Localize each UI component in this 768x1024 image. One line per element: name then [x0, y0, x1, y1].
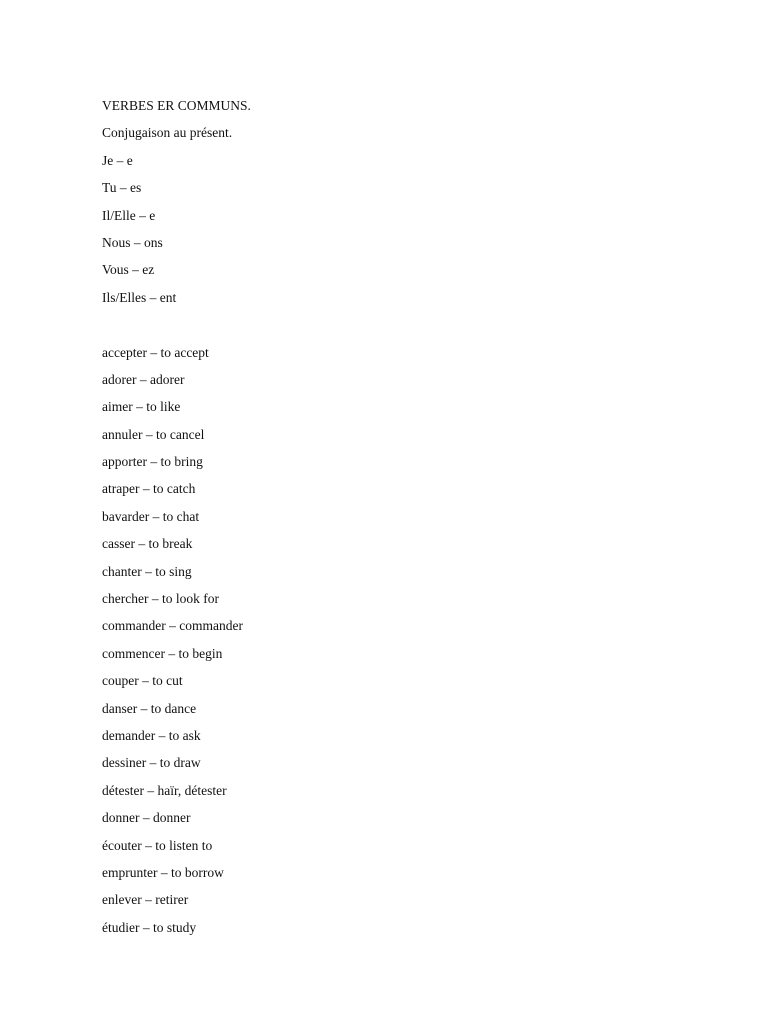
conjugation-ending: Il/Elle – e — [102, 207, 156, 223]
verb-entry: bavarder – to chat — [102, 508, 200, 524]
document-title: VERBES ER COMMUNS. — [102, 98, 251, 113]
verb-entry: annuler – to cancel — [102, 426, 205, 442]
verb-entry: couper – to cut — [102, 673, 183, 689]
verb-entry: dessiner – to draw — [102, 755, 201, 771]
verb-entry: étudier – to study — [102, 919, 197, 935]
verb-entry: commencer – to begin — [102, 645, 223, 661]
verb-entry: enlever – retirer — [102, 892, 189, 908]
verb-entry: détester – haïr, détester — [102, 782, 227, 798]
verb-entry: demander – to ask — [102, 727, 201, 743]
verb-entry: chercher – to look for — [102, 591, 219, 607]
conjugation-ending: Vous – ez — [102, 262, 155, 278]
document-subtitle: Conjugaison au présent. — [102, 125, 233, 141]
verb-entry: apporter – to bring — [102, 454, 203, 470]
conjugation-list — [102, 147, 702, 311]
blank-line — [102, 311, 702, 338]
document-body — [102, 92, 702, 941]
verb-entry: aimer – to like — [102, 399, 181, 415]
verb-entry: casser – to break — [102, 536, 193, 552]
verb-entry: chanter – to sing — [102, 563, 192, 579]
verb-entry: commander – commander — [102, 618, 243, 634]
conjugation-ending: Ils/Elles – ent — [102, 289, 177, 305]
verb-entry: donner – donner — [102, 810, 191, 826]
verb-entry: écouter – to listen to — [102, 837, 213, 853]
verb-entry: emprunter – to borrow — [102, 864, 224, 880]
conjugation-ending: Tu – es — [102, 180, 142, 196]
conjugation-ending: Je – e — [102, 152, 133, 168]
conjugation-ending: Nous – ons — [102, 234, 163, 250]
verb-entry: atraper – to catch — [102, 481, 196, 497]
verb-list — [102, 339, 702, 942]
verb-entry: danser – to dance — [102, 700, 197, 716]
verb-entry: accepter – to accept — [102, 344, 209, 360]
verb-entry: adorer – adorer — [102, 371, 185, 387]
